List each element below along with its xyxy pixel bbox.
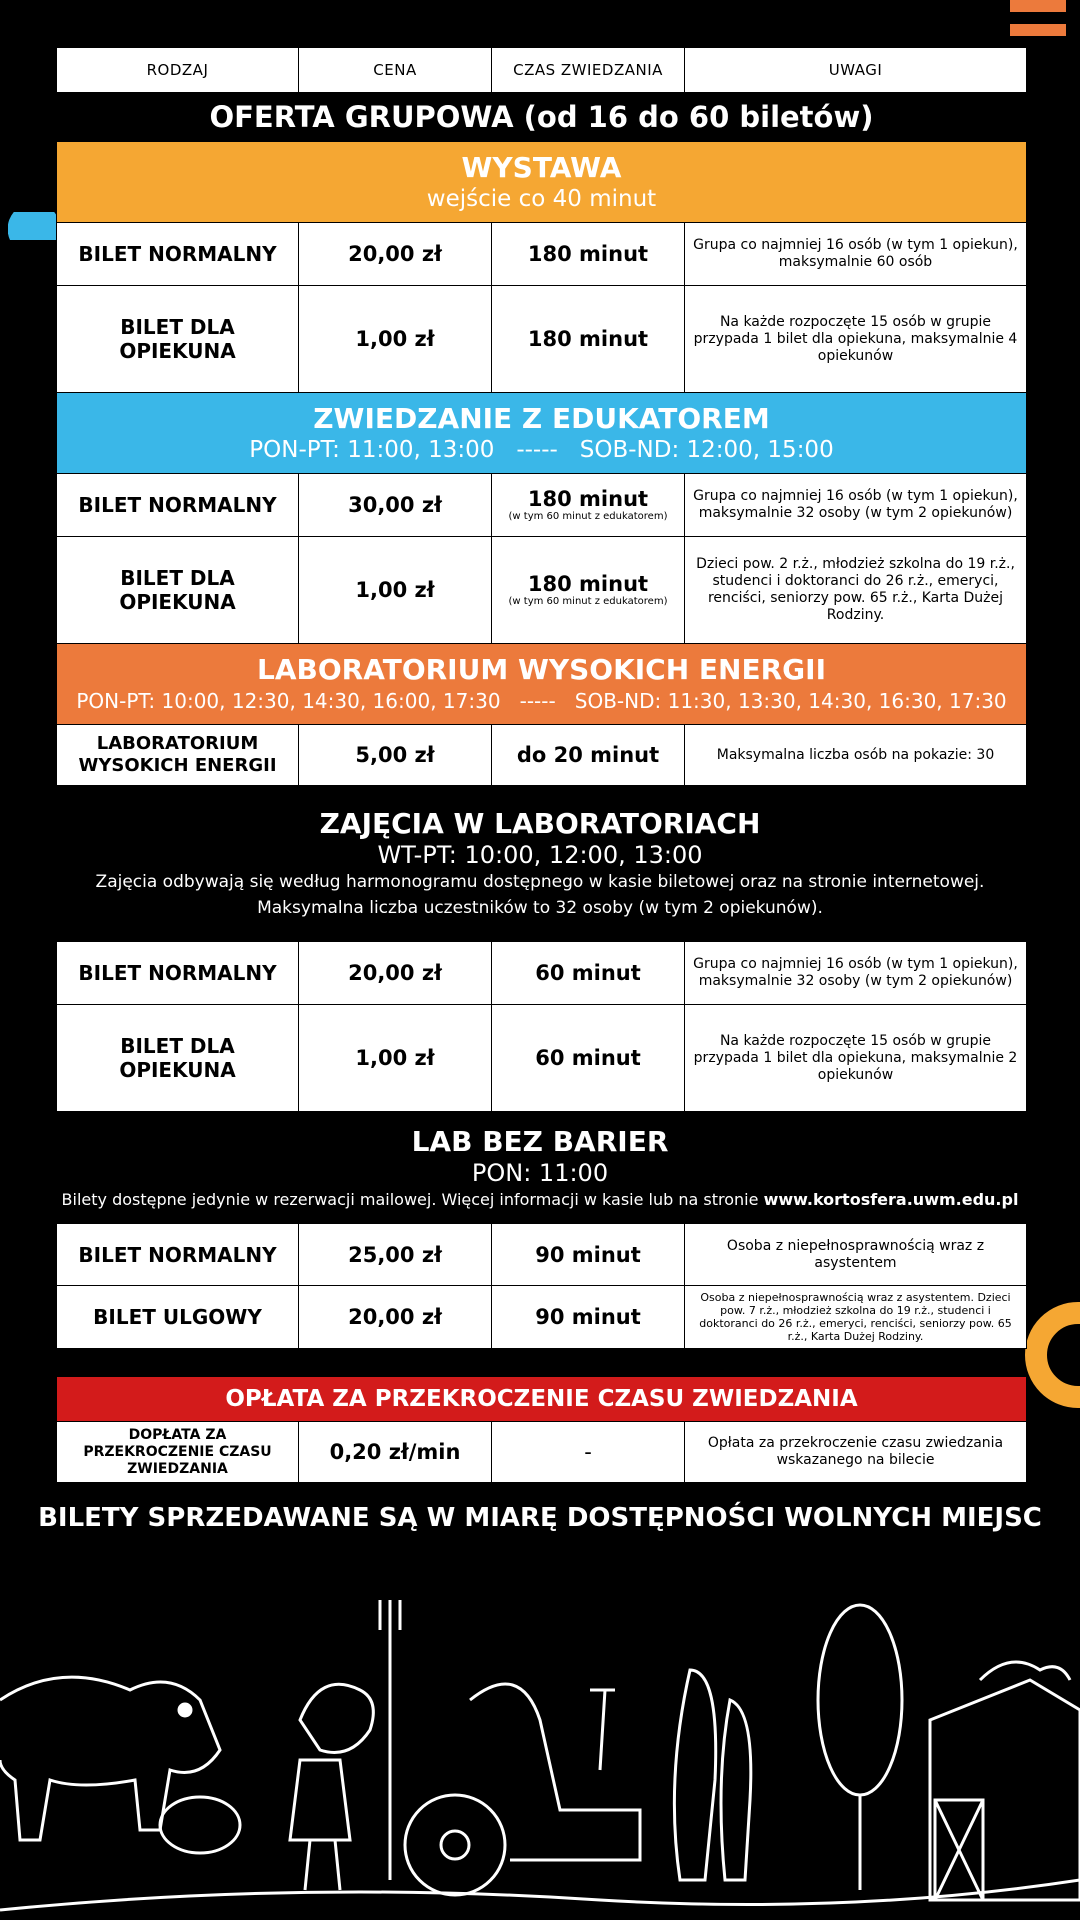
lab-bez-barier-subtitle: PON: 11:00: [471, 1159, 609, 1187]
laboratorium-title: LABORATORIUM WYSOKICH ENERGII: [257, 653, 826, 686]
wystawa-subtitle: wejście co 40 minut: [426, 186, 657, 212]
ticket-notes: Na każde rozpoczęte 15 osób w grupie przypada 1 bilet dla opiekuna, maksymalnie 2 opiekunów: [685, 1005, 1027, 1112]
ticket-time-cell: [492, 537, 685, 644]
zajecia-table: [56, 941, 1026, 1112]
table-row: [57, 1422, 1027, 1483]
zajecia-heading: [0, 807, 1080, 921]
ticket-price: 1,00 zł: [299, 1005, 492, 1112]
ticket-type: BILET DLA OPIEKUNA: [57, 537, 299, 644]
ticket-type: BILET NORMALNY: [57, 474, 299, 537]
col-cena: CENA: [299, 48, 492, 93]
col-uwagi: UWAGI: [685, 48, 1027, 93]
yellow-ring-decoration: [1020, 1300, 1080, 1410]
table-row: [57, 1224, 1027, 1286]
ticket-time: 90 minut: [492, 1286, 685, 1349]
ticket-notes: Grupa co najmniej 16 osób (w tym 1 opiekun), maksymalnie 32 osoby (w tym 2 opiekunów): [685, 474, 1027, 537]
laboratorium-subtitle: PON-PT: 10:00, 12:30, 14:30, 16:00, 17:30 ----- SOB-ND: 11:30, 13:30, 14:30, 16:30, 17:30: [76, 689, 1007, 713]
zajecia-subtitle: WT-PT: 10:00, 12:00, 13:00: [377, 841, 703, 869]
ticket-price: 25,00 zł: [299, 1224, 492, 1286]
wystawa-title: WYSTAWA: [461, 151, 622, 184]
edukator-section: [57, 393, 1027, 474]
ticket-time: 180 minut: [527, 571, 649, 596]
table-header: [57, 48, 1027, 93]
ticket-price: 20,00 zł: [299, 223, 492, 286]
ticket-time: 180 minut: [492, 286, 685, 393]
ticket-notes: Maksymalna liczba osób na pokazie: 30: [685, 725, 1027, 786]
table-row: [57, 1286, 1027, 1349]
ticket-notes: Dzieci pow. 2 r.ż., młodzież szkolna do 19 r.ż., studenci i doktoranci do 26 r.ż., emeryci, renciści, seniorzy pow. 65 r.ż., Karta Dużej Rodziny.: [685, 537, 1027, 644]
lab-bez-barier-table: [56, 1223, 1026, 1349]
ticket-price: 20,00 zł: [299, 942, 492, 1005]
ticket-price: 1,00 zł: [299, 286, 492, 393]
ticket-time: 60 minut: [492, 942, 685, 1005]
table-row: [57, 725, 1027, 786]
ticket-type: BILET DLA OPIEKUNA: [57, 1005, 299, 1112]
oplata-table: [56, 1376, 1026, 1483]
ticket-type: DOPŁATA ZA PRZEKROCZENIE CZASU ZWIEDZANIA: [57, 1422, 299, 1483]
table-row: [57, 942, 1027, 1005]
ticket-notes: Osoba z niepełnosprawnością wraz z asystentem: [685, 1224, 1027, 1286]
ticket-time: 180 minut: [527, 486, 649, 511]
ticket-type: BILET NORMALNY: [57, 1224, 299, 1286]
footer-note: BILETY SPRZEDAWANE SĄ W MIARĘ DOSTĘPNOŚCI WOLNYCH MIEJSC: [38, 1503, 1042, 1533]
ticket-notes: Grupa co najmniej 16 osób (w tym 1 opiekun), maksymalnie 32 osoby (w tym 2 opiekunów): [685, 942, 1027, 1005]
ticket-time-note: (w tym 60 minut z edukatorem): [508, 595, 668, 607]
ticket-type: BILET DLA OPIEKUNA: [57, 286, 299, 393]
ticket-price: 20,00 zł: [299, 1286, 492, 1349]
table-row: [57, 1005, 1027, 1112]
table-row: [57, 537, 1027, 644]
ticket-notes: Opłata za przekroczenie czasu zwiedzania wskazanego na bilecie: [685, 1422, 1027, 1483]
ticket-notes: Na każde rozpoczęte 15 osób w grupie przypada 1 bilet dla opiekuna, maksymalnie 4 opiekunów: [685, 286, 1027, 393]
ticket-time: -: [492, 1422, 685, 1483]
ticket-time: do 20 minut: [492, 725, 685, 786]
blue-half-circle-decoration: [8, 212, 58, 252]
ticket-notes: Grupa co najmniej 16 osób (w tym 1 opiekun), maksymalnie 60 osób: [685, 223, 1027, 286]
laboratorium-section: [57, 644, 1027, 725]
col-rodzaj: RODZAJ: [57, 48, 299, 93]
edukator-title: ZWIEDZANIE Z EDUKATOREM: [313, 402, 770, 435]
ticket-price: 5,00 zł: [299, 725, 492, 786]
edukator-subtitle: PON-PT: 11:00, 13:00 ----- SOB-ND: 12:00, 15:00: [249, 437, 834, 463]
group-offer-title: OFERTA GRUPOWA (od 16 do 60 biletów): [57, 93, 1027, 142]
menu-stripes-decoration: [1010, 0, 1066, 40]
zajecia-info-1: Zajęcia odbywają się według harmonogramu dostępnego w kasie biletowej oraz na stronie internetowej.: [95, 872, 985, 892]
farm-illustration: [0, 1580, 1080, 1920]
table-row: [57, 474, 1027, 537]
wystawa-section: [57, 142, 1027, 223]
ticket-price: 0,20 zł/min: [299, 1422, 492, 1483]
ticket-price: 30,00 zł: [299, 474, 492, 537]
zajecia-title: ZAJĘCIA W LABORATORIACH: [319, 807, 761, 840]
ticket-notes: Osoba z niepełnosprawnością wraz z asystentem. Dzieci pow. 7 r.ż., młodzież szkolna do 19 r.ż., studenci i doktoranci do 26 r.ż., emeryci, renciści, seniorzy pow. 65 r.ż., Karta Dużej Rodziny.: [685, 1286, 1027, 1349]
lab-bez-barier-info: [0, 1187, 1080, 1213]
ticket-time: 60 minut: [492, 1005, 685, 1112]
zajecia-info-2: Maksymalna liczba uczestników to 32 osoby (w tym 2 opiekunów).: [257, 898, 823, 918]
oplata-title: OPŁATA ZA PRZEKROCZENIE CZASU ZWIEDZANIA: [57, 1377, 1027, 1422]
ticket-time: 180 minut: [492, 223, 685, 286]
ticket-price: 1,00 zł: [299, 537, 492, 644]
ticket-type: LABORATORIUM WYSOKICH ENERGII: [57, 725, 299, 786]
main-price-table: [56, 47, 1026, 786]
website-link[interactable]: www.kortosfera.uwm.edu.pl: [763, 1190, 1019, 1209]
info-text: Bilety dostępne jedynie w rezerwacji mailowej. Więcej informacji w kasie lub na stronie: [61, 1190, 764, 1209]
lab-bez-barier-heading: [0, 1125, 1080, 1213]
ticket-type: BILET NORMALNY: [57, 223, 299, 286]
ticket-time: 90 minut: [492, 1224, 685, 1286]
table-row: [57, 223, 1027, 286]
table-row: [57, 286, 1027, 393]
ticket-type: BILET NORMALNY: [57, 942, 299, 1005]
ticket-type: BILET ULGOWY: [57, 1286, 299, 1349]
col-czas: CZAS ZWIEDZANIA: [492, 48, 685, 93]
ticket-time-note: (w tym 60 minut z edukatorem): [508, 510, 668, 522]
ticket-time-cell: [492, 474, 685, 537]
lab-bez-barier-title: LAB BEZ BARIER: [411, 1125, 669, 1158]
